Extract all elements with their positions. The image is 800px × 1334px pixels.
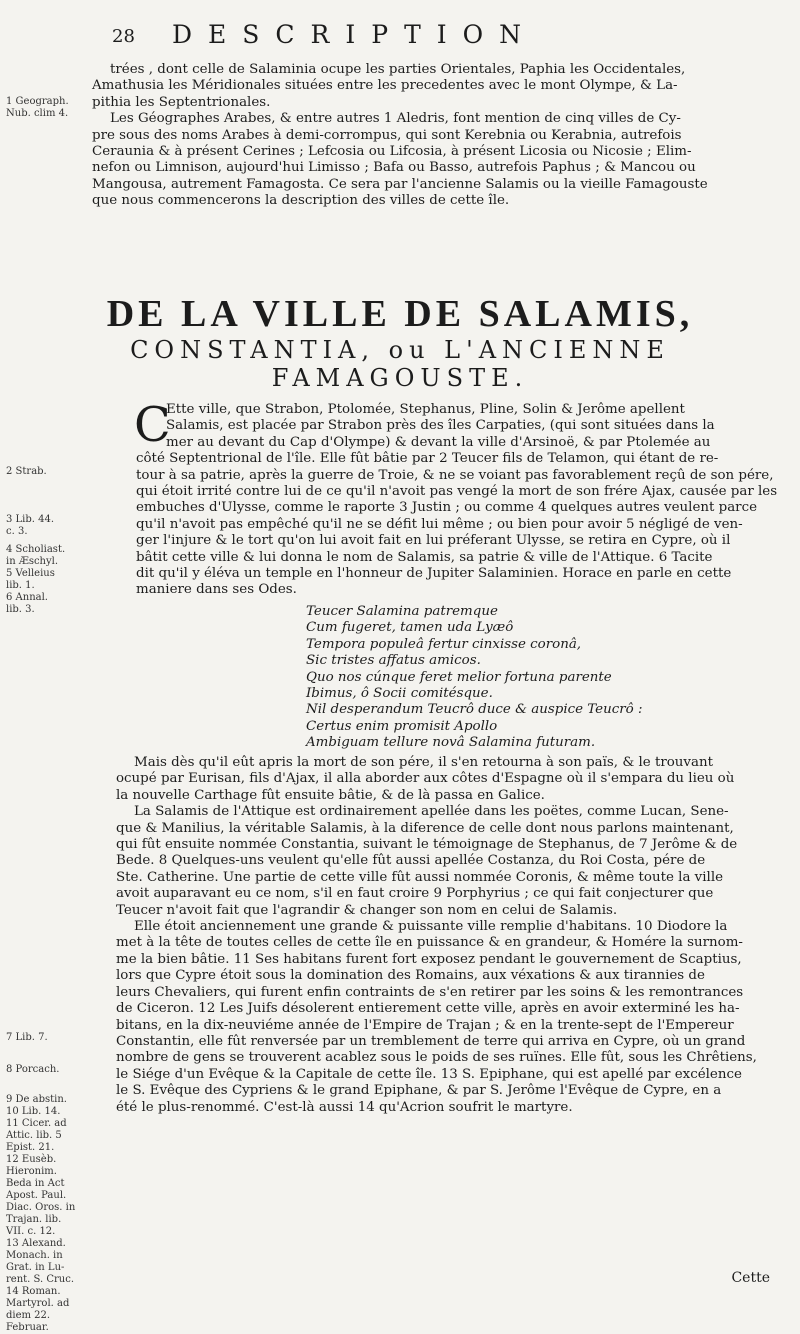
section-subtitle-2: FAMAGOUSTE. xyxy=(271,364,529,392)
page-number: 28 xyxy=(112,26,135,47)
catchword: Cette xyxy=(731,1270,770,1286)
intro-paragraph: trées , dont celle de Salaminia ocupe les parties Orientales, Paphia les Occidentales, Amathusia les Méridionales situées entre les precedentes avec le mont Olympe, & La- pithia les Septentrionales. Les Géographes Arabes, & entre autres 1 Aledris, font mention de cinq villes de Cy- pre sous des noms Arabes à demi-corrompus, qui sont Kerebnia ou Kerabnia, autrefois Ceraunia & à présent Cerines ; Lefcosia ou Lifcosia, à présent Licosia ou Nicosie ; Elim- nefon ou Limnison, aujourd'hui Limisso ; Bafa ou Basso, autrefois Paphus ; & Mancou ou Mangousa, autrement Famagosta. Ce sera par l'ancienne Salamis ou la vieille Famagouste que nous commencerons la description des villes de cette île. xyxy=(92,62,708,209)
margin-note-3: 3 Lib. 44. c. 3. xyxy=(6,514,55,537)
margin-note-4: 4 Scholiast. in Æschyl. 5 Velleius lib. 1. 6 Annal. lib. 3. xyxy=(6,544,66,615)
body-paragraph-2: Mais dès qu'il eût apris la mort de son pére, il s'en retourna à son païs, & le trouvant ocupé par Eurisan, fils d'Ajax, il alla aborder aux côtes d'Espagne où il s'empara du lieu où la nouvelle Carthage fût ensuite bâtie, & de là passa en Galice. La Salamis de l'Attique est ordinairement apellée dans les poëtes, comme Lucan, Sene- que & Manilius, la véritable Salamis, à la diference de celle dont nous parlons maintenant, qui fût ensuite nommée Constantia, suivant le témoignage de Stephanus, de 7 Jerôme & de Bede. 8 Quelques-uns veulent qu'elle fût aussi apellée Costanza, du Roi Costa, pére de Ste. Catherine. Une partie de cette ville fût aussi nommée Coronis, & même toute la ville avoit auparavant eu ce nom, s'il en faut croire 9 Porphyrius ; ce qui fait conjecturer que Teucer n'avoit fait que l'agrandir & changer son nom en celui de Salamis. Elle étoit anciennement une grande & puissante ville remplie d'habitans. 10 Diodore la met à la tête de toutes celles de cette île en puissance & en grandeur, & Homére la surnom- me la bien bâtie. 11 Ses habitans furent fort exposez pendant le gouvernement de Scaptius, lors que Cypre étoit sous la domination des Romains, aux véxations & aux tirannies de leurs Chevaliers, qui furent enfin contraints de s'en retirer par les soins & les remontrances de Ciceron. 12 Les Juifs désolerent entierement cette ville, après en avoir exterminé les ha- bitans, en la dix-neuviéme année de l'Empire de Trajan ; & en la trente-sept de l'Empereur Constantin, elle fût renversée par un tremblement de terre qui arriva en Cypre, où un grand nombre de gens se trouverent acablez sous le poids de ses ruïnes. Elle fût, sous les Chrêtiens, le Siége d'un Evêque & la Capitale de cette île. 13 S. Epiphane, qui est apellé par excélence le S. Evêque des Cypriens & le grand Epiphane, & par S. Jerôme l'Evêque de Cypre, en a été le plus-renommé. C'est-là aussi 14 qu'Acrion soufrit le martyre. xyxy=(116,755,757,1115)
running-title: DESCRIPTION xyxy=(172,20,537,49)
horace-quotation: Teucer Salamina patremque Cum fugeret, tamen uda Lyæô Tempora populeâ fertur cinxisse coronâ, Sic tristes affatus amicos. Quo nos cúnque feret melior fortuna parente Ibimus, ô Socii comitésque. Nil desperandum Teucrô duce & auspice Teucrô : Certus enim promisit Apollo Ambiguam tellure novâ Salamina futuram. xyxy=(306,604,643,751)
running-head xyxy=(0,20,800,56)
drop-cap: C xyxy=(134,397,171,453)
margin-note-9-14: 9 De abstin. 10 Lib. 14. 11 Cicer. ad Attic. lib. 5 Epist. 21. 12 Eusèb. Hieronim. Beda in Act Apost. Paul. Diac. Oros. in Trajan. lib. VII. c. 12. 13 Alexand. Monach. in Grat. in Lu- rent. S. Cruc. 14 Roman. Martyrol. ad diem 22. Februar. xyxy=(6,1094,76,1333)
section-subtitle: CONSTANTIA, ou L'ANCIENNE xyxy=(130,336,670,364)
margin-note-7: 7 Lib. 7. xyxy=(6,1032,48,1043)
margin-note-8: 8 Porcach. xyxy=(6,1064,60,1075)
margin-note-2: 2 Strab. xyxy=(6,466,47,477)
margin-note-1: 1 Geograph. Nub. clim 4. xyxy=(6,96,69,119)
body-paragraph-1: Ette ville, que Strabon, Ptolomée, Stephanus, Pline, Solin & Jerôme apellent Salamis, est placée par Strabon près des îles Carpaties, (qui sont situées dans la mer au devant du Cap d'Olympe) & devant la ville d'Arsinoë, & par Ptolemée au côté Septentrional de l'île. Elle fût bâtie par 2 Teucer fils de Telamon, qui étant de re- tour à sa patrie, après la guerre de Troie, & ne se voiant pas favorablement reçû de son pére, qui étoit irrité contre lui de ce qu'il n'avoit pas vengé la mort de son frére Ajax, causée par les embuches d'Ulysse, comme le raporte 3 Justin ; ou comme 4 quelques autres veulent parce qu'il n'avoit pas empêché qu'il ne se défit lui même ; ou bien pour avoir 5 négligé de ven- ger l'injure & le tort qu'on lui avoit fait en lui préferant Ulysse, se retira en Cypre, où il bâtit cette ville & lui donna le nom de Salamis, sa patrie & ville de l'Attique. 6 Tacite dit qu'il y éléva un temple en l'honneur de Jupiter Salaminien. Horace en parle en cette maniere dans ses Odes. xyxy=(136,402,778,598)
section-title: DE LA VILLE DE SALAMIS, xyxy=(106,293,694,335)
